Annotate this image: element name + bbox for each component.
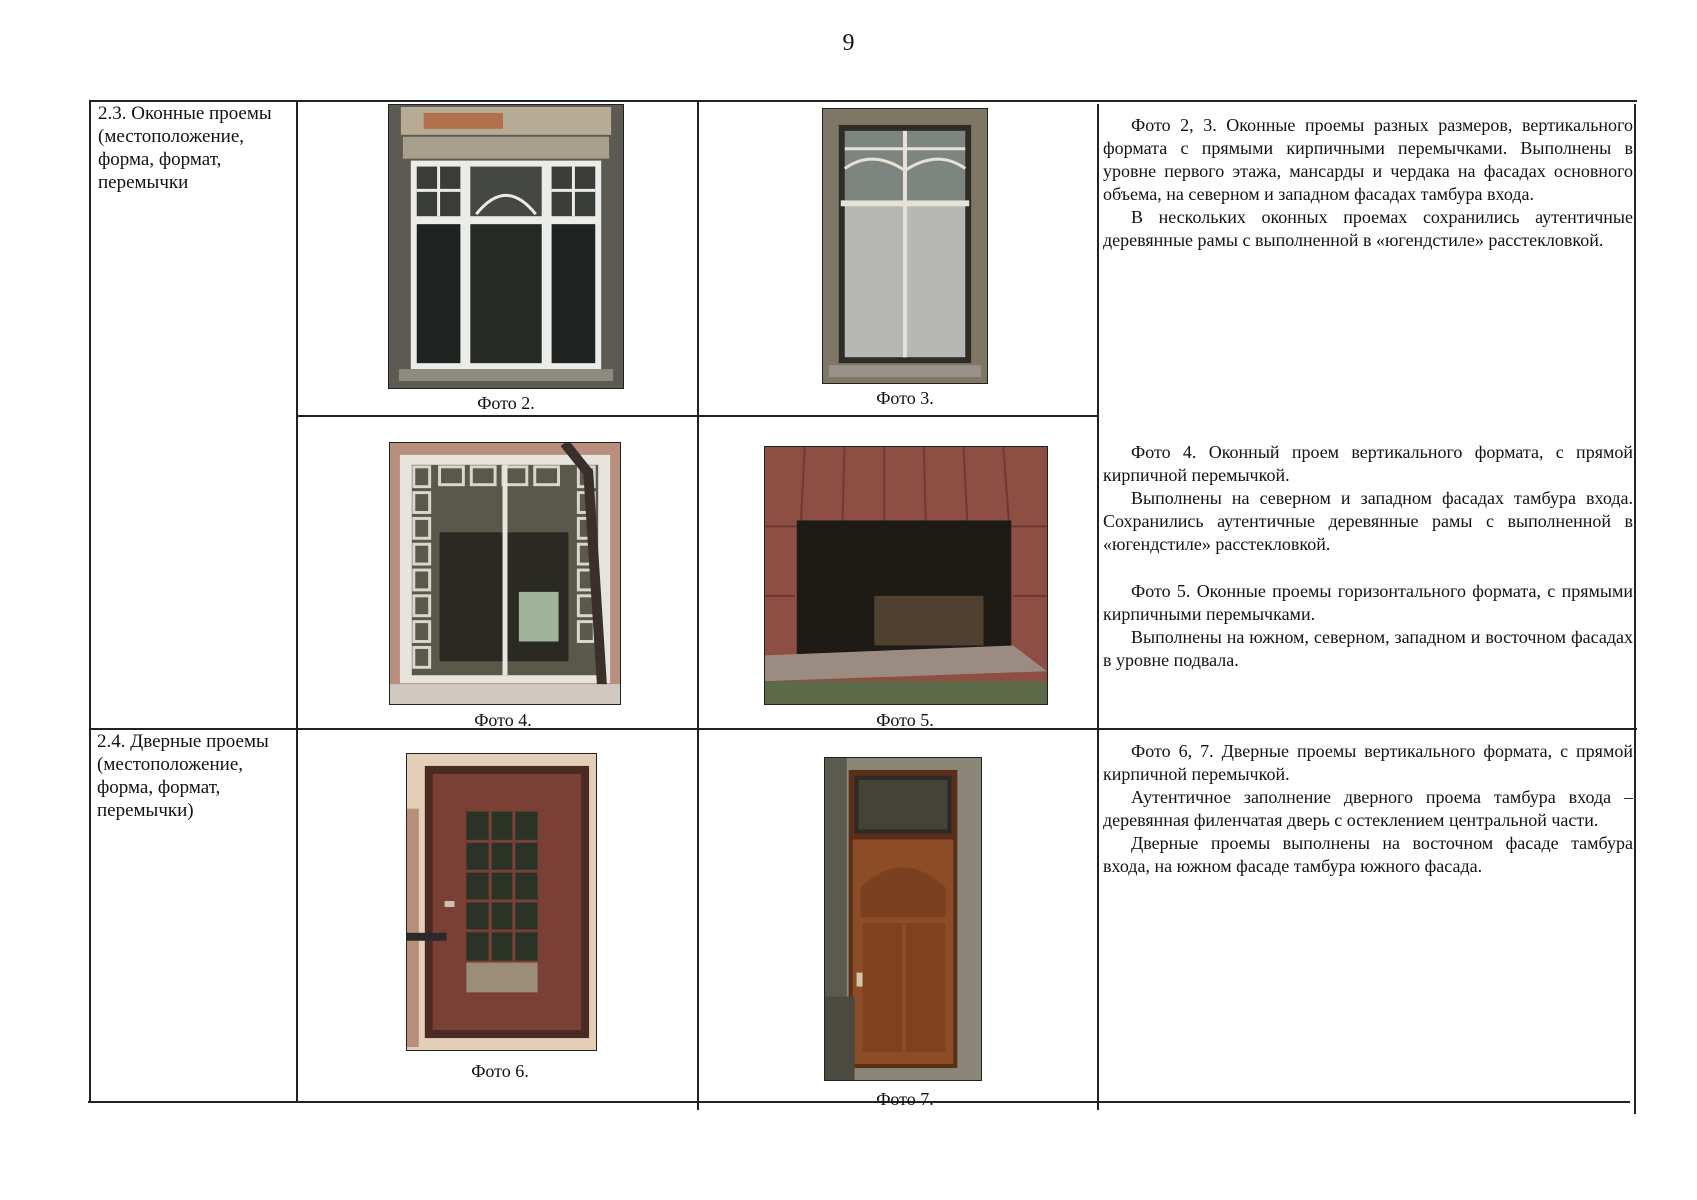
description-window-5: Фото 5. Оконные проемы горизонтального формата, с прямыми кирпичными перемычками. Выполнены на южном, северном, западном и восточном фасадах в уровне подвала.	[1103, 581, 1633, 670]
basement-window-photo	[764, 446, 1048, 705]
photo-caption: Фото 5.	[876, 710, 934, 730]
table-col-2	[697, 100, 699, 1110]
description-windows-2-3: Фото 2, 3. Оконные проемы разных размеров, вертикального формата с прямыми кирпичными перемычками. Выполнены в уровне первого этажа, мансарды и чердака на фасадах основного объема, на северном и западном фасадах тамбура входа. В нескольких оконных проемах сохранились аутентичные деревянные рамы с выполненной в «югендстиле» расстекловкой.	[1103, 115, 1633, 250]
photo-caption: Фото 2.	[477, 393, 535, 413]
table-col-1	[296, 100, 298, 1102]
row-label-doors: 2.4. Дверные проемы (местоположение, форма, формат, перемычки)	[97, 731, 269, 821]
row-label-windows: 2.3. Оконные проемы (местоположение, форма, формат, перемычки	[98, 103, 272, 193]
description-doors-6-7: Фото 6, 7. Дверные проемы вертикального формата, с прямой кирпичной перемычкой. Аутентичное заполнение дверного проема тамбура входа – деревянная филенчатая дверь с остеклением центральной части. Дверные проемы выполнены на восточном фасаде тамбура входа, на южном фасаде тамбура южного фасада.	[1103, 741, 1633, 876]
window-photo	[822, 108, 988, 384]
page-number: 9	[842, 30, 855, 56]
photo-caption: Фото 4.	[474, 710, 532, 730]
photo-caption: Фото 3.	[876, 388, 934, 408]
window-photo	[389, 442, 621, 705]
table-border-left	[89, 100, 91, 1102]
door-photo	[406, 753, 597, 1051]
photo-caption: Фото 6.	[471, 1061, 529, 1081]
description-window-4: Фото 4. Оконный проем вертикального формата, с прямой кирпичной перемычкой. Выполнены на северном и западном фасадах тамбура входа. Сохранились аутентичные деревянные рамы с выполненной в «югендстиле» расстекловкой.	[1103, 442, 1633, 554]
table-border-right	[1634, 104, 1636, 1114]
window-photo	[388, 104, 624, 389]
photo-caption: Фото 7.	[876, 1089, 934, 1109]
door-photo	[824, 757, 982, 1081]
table-border-top	[89, 100, 1637, 102]
table-col-3	[1097, 104, 1099, 1110]
